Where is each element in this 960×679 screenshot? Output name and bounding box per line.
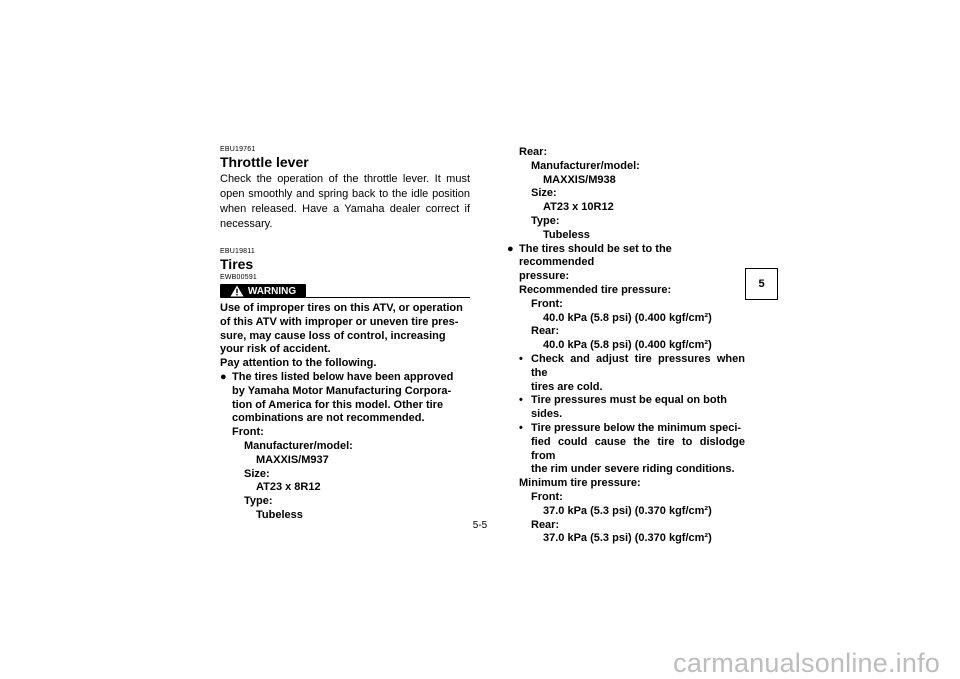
minimum-rear-value: 37.0 kPa (5.3 psi) (0.370 kgf/cm²) [543,532,712,545]
front-label: Front: [232,426,264,439]
recommended-front-label: Front: [531,297,563,310]
rear-type-value: Tubeless [543,228,590,241]
minimum-front-label: Front: [531,490,563,503]
rear-size-label: Size: [531,187,557,200]
recommended-label: Recommended tire pressure: [519,283,672,296]
recommended-rear-label: Rear: [531,325,560,338]
heading-throttle-lever: Throttle lever [220,154,309,170]
rear-label: Rear: [519,146,548,158]
warning-banner [220,284,470,298]
list-item: • Check and adjust tire pressures when the tires are cold. [519,352,745,393]
page-number: 5-5 [472,520,488,531]
warning-rule [306,297,470,298]
warning-text: Use of improper tires on this ATV, or operation of this ATV with improper or uneven tire pres- sure, may cause loss of control, increasing your risk of accident. [220,302,463,356]
bullet-small-dot-icon: • [519,421,523,434]
attention-text: Pay attention to the following. [220,357,377,370]
rear-type-label: Type: [531,214,560,227]
front-manufacturer-value: MAXXIS/M937 [256,453,329,466]
front-manufacturer-label: Manufacturer/model: [244,439,353,452]
rear-manufacturer-value: MAXXIS/M938 [543,173,616,186]
rear-manufacturer-label: Manufacturer/model: [531,159,640,172]
watermark: carmanualsonline.info [673,648,940,678]
bullet-dot-icon: ● [220,370,227,383]
minimum-front-value: 37.0 kPa (5.3 psi) (0.370 kgf/cm²) [543,504,712,517]
left-column [220,146,470,523]
sub-bullet-list [507,353,745,477]
bullet-approved-tires: ● The tires listed below have been approved by Yamaha Motor Manufacturing Corpora- tion of America for this model. Other tire combinations are not recommended. [220,370,454,425]
bullet-small-dot-icon: • [519,352,523,365]
section-code-throttle: EBU19761 [220,146,256,153]
list-item: • Tire pressure below the minimum speci- fied could cause the tire to dislodge from the rim under severe riding conditions. [519,421,745,476]
bullet-small-dot-icon: • [519,394,523,407]
front-size-label: Size: [244,467,270,480]
bullet-dot-icon: ● [507,242,514,255]
throttle-body-text: Check the operation of the throttle lever. It must open smoothly and spring back to the idle position when released. Have a Yamaha dealer correct if necessary. [220,173,470,230]
warning-label-text: WARNING [247,285,297,297]
front-type-value: Tubeless [256,508,303,521]
list-item: • Tire pressures must be equal on both sides. [519,394,728,421]
warning-code: EWB00591 [220,274,258,281]
rear-size-value: AT23 x 10R12 [543,201,614,214]
minimum-rear-label: Rear: [531,518,560,531]
right-column [507,146,745,546]
section-code-tires: EBU19811 [220,248,255,255]
heading-tires: Tires [220,256,254,272]
front-type-label: Type: [244,495,273,508]
warning-label [220,284,306,298]
recommended-rear-value: 40.0 kPa (5.8 psi) (0.400 kgf/cm²) [543,339,712,352]
bullet-recommended-pressure: ● The tires should be set to the recommended pressure: [507,242,672,283]
warning-triangle-icon [230,285,244,297]
minimum-label: Minimum tire pressure: [519,477,641,490]
front-size-value: AT23 x 8R12 [256,481,321,494]
chapter-tab: 5 [745,268,778,300]
recommended-front-value: 40.0 kPa (5.8 psi) (0.400 kgf/cm²) [543,311,712,324]
